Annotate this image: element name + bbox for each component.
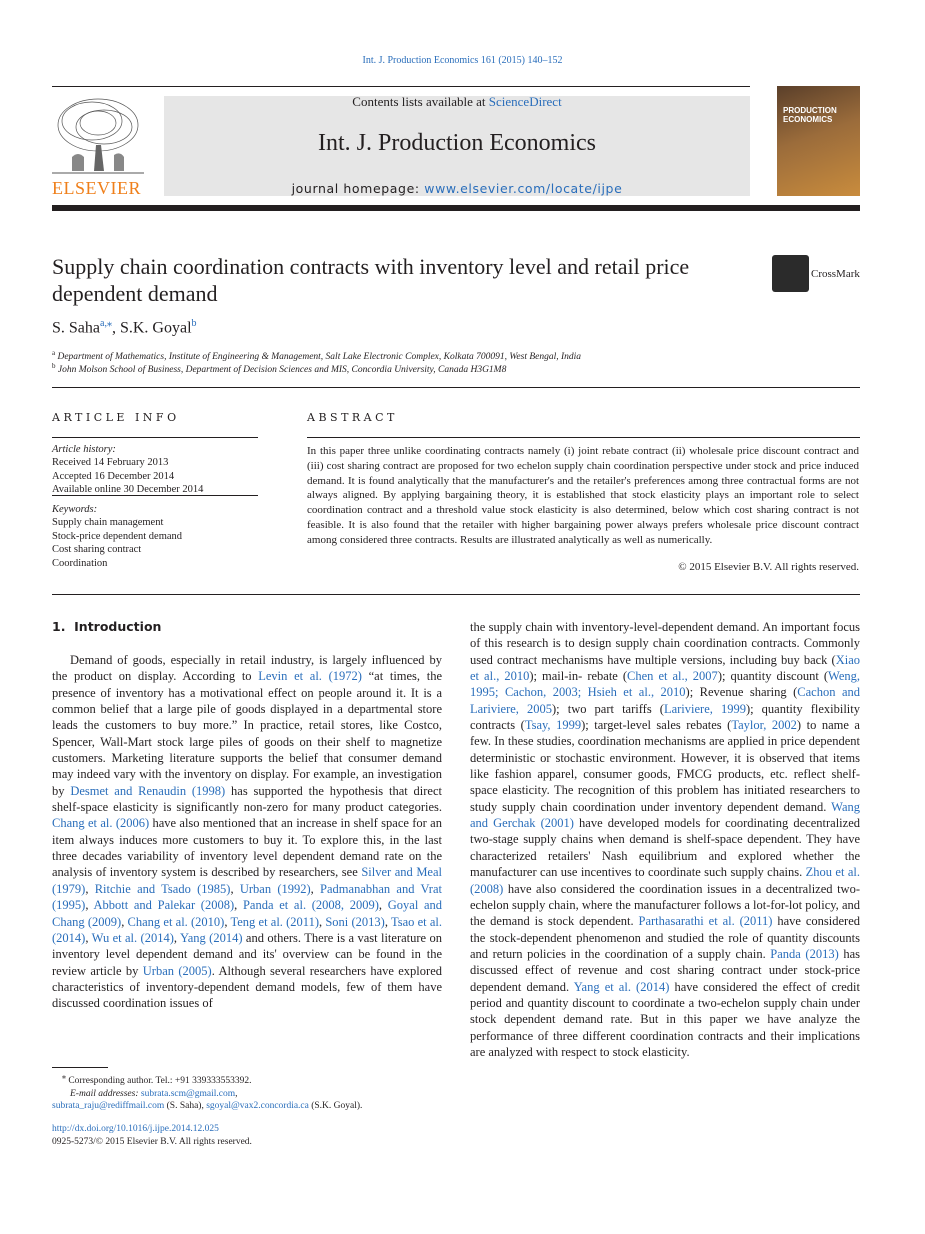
- author-affil-mark[interactable]: b: [191, 318, 197, 329]
- citation-link[interactable]: Padmanabhan and Vrat (1995): [52, 881, 442, 913]
- citation-link[interactable]: Goyal and Chang (2009): [52, 898, 443, 929]
- citation-link[interactable]: Chen et al., 2007: [627, 669, 718, 684]
- elsevier-tree-logo: [52, 95, 144, 177]
- intro-right-column: the supply chain with inventory-level-dependent demand. An important focus of this research is to design supply chain coordination contracts. Commonly used contract mechanisms have multiple versions, including buy back (Xiao et al., 2010); mail-in- rebate (Chen et al., 2007); quantity discount (Weng, 1995; Cachon, 2003; Hsieh et al., 2010); Revenue sharing (Cachon and Lariviere, 2005); two part tariffs (Lariviere, 1999); quantity flexibility contracts (Tsay, 1999); target-level sales rebates (Taylor, 2002) to name a few. In these studies, coordination mechanisms are applied in price dependent deterministic or stochastic environment. However, it is observed that items like fashion apparel, consumer goods, FMCG products, etc. reflect shelf-space elasticity. The recognition of this problem has initiated researchers to study supply chain coordination under inventory dependent demand. Wang and Gerchak (2001) have developed models for coordinating decentralized two-stage supply chains when demand is shelf-space dependent. They have characterized retailers' Nash equilibrium and explored whether the manufacturer can use incentives to coordinate such supply chains. Zhou et al. (2008) have also considered the coordination issues in a decentralized two-echelon supply chain, where the manufacturer follows a lot-for-lot policy, and the demand is stock dependent. Parthasarathi et al. (2011) have considered the stock-dependent phenomenon and studied the role of quantity discounts and return policies in the coordination of a supply chain. Panda (2013) has discussed effect of revenue and cost sharing contract under stock-price dependent demand. Yang et al. (2014) have considered the effect of credit period and quantity discount to coordinate a two-echelon supply chain under stock dependent demand rate. But in this paper we have analyze the performance of three different coordination contracts and their implications are analyzed with respect to stock elasticity.: [470, 620, 861, 1059]
- email-line: E-mail addresses: subrata.scm@gmail.com,: [70, 1088, 238, 1099]
- abstract-heading: ABSTRACT: [307, 411, 398, 424]
- keyword: Stock-price dependent demand: [52, 530, 183, 542]
- citation-link[interactable]: Yang (2014): [179, 930, 243, 945]
- author-affil-mark[interactable]: a,: [100, 318, 107, 329]
- citation-link[interactable]: Yang et al. (2014): [573, 979, 670, 994]
- citation-link[interactable]: Panda et al. (2008, 2009): [242, 898, 379, 913]
- citation-link[interactable]: Ritchie and Tsado (1985): [94, 881, 231, 896]
- citation-link[interactable]: Lariviere, 1999: [663, 701, 746, 716]
- keyword: Coordination: [52, 557, 108, 569]
- keyword: Cost sharing contract: [52, 544, 142, 556]
- intro-left-column: Demand of goods, especially in retail industry, is largely influenced by the product on display. According to Levin et al. (1972) “at times, the presence of inventory has a motivational effect on people around it. It is a common belief that a large pile of goods displayed in a departmental store leads the customers to buy more.” In practice, retail stores, like Costco, Spencer, Wall-Mart stock large piles of goods on their shelf to magnetize customers. Marketing literature supports the belief that consumer demand may indeed vary with the inventory on display. For example, an investigation by Desmet and Renaudin (1998) has supported the hypothesis that direct shelf-space elasticity is significantly non-zero for many product categories. Chang et al. (2006) have also mentioned that an increase in shelf space for an item always induces more customers to buy it. To explore this, in the last three decades variability of inventory level dependent demand rate on the analysis of inventory system is described by researchers, see Silver and Meal (1979), Ritchie and Tsado (1985), Urban (1992), Padmanabhan and Vrat (1995), Abbott and Palekar (2008), Panda et al. (2008, 2009), Goyal and Chang (2009), Chang et al. (2010), Teng et al. (2011), Soni (2013), Tsao et al. (2014), Wu et al. (2014), Yang (2014) and others. There is a vast literature on inventory level dependent demand and its' overview can be found in the review article by Urban (2005). Although several researchers have explored characteristics of inventory-dependent demand models, few of them have discussed coordination issues of: [52, 653, 443, 1011]
- abstract-rule: [307, 437, 860, 438]
- citation-link[interactable]: Parthasarathi et al. (2011): [638, 914, 773, 929]
- contents-line: Contents lists available at ScienceDirect: [352, 94, 562, 109]
- header-bottom-rule: [52, 205, 860, 211]
- citation-link[interactable]: Panda (2013): [770, 946, 839, 961]
- citation-link[interactable]: Desmet and Renaudin (1998): [70, 783, 226, 798]
- doi-link[interactable]: http://dx.doi.org/10.1016/j.ijpe.2014.12.025: [52, 1124, 219, 1134]
- author-name: S. Saha: [52, 319, 100, 337]
- email-line-2: subrata_raju@rediffmail.com (S. Saha), sgoyal@vax2.concordia.ca (S.K. Goyal).: [52, 1101, 363, 1112]
- abstract-copyright: © 2015 Elsevier B.V. All rights reserved.: [678, 561, 859, 573]
- homepage-link[interactable]: www.elsevier.com/locate/ijpe: [424, 181, 623, 196]
- citation-link[interactable]: Levin et al. (1972): [258, 669, 362, 684]
- elsevier-wordmark: ELSEVIER: [52, 178, 141, 198]
- sciencedirect-link[interactable]: ScienceDirect: [488, 94, 562, 109]
- issn-line: 0925-5273/© 2015 Elsevier B.V. All rights reserved.: [52, 1137, 252, 1147]
- citation-link[interactable]: Teng et al. (2011): [230, 914, 319, 929]
- corresponding-author-note: ⁎ Corresponding author. Tel.: +91 339333553392.: [62, 1072, 252, 1087]
- citation-link[interactable]: Chang et al. (2006): [52, 816, 150, 831]
- crossmark-badge[interactable]: [772, 255, 860, 292]
- article-title: Supply chain coordination contracts with inventory level and retail price dependent demand: [52, 254, 690, 306]
- affiliation-a: $^a$ Department of Mathematics, Institute of Engineering & Management, Salt Lake Electronic Complex, Kolkata 700091, West Bengal, India: [52, 349, 582, 363]
- author-list: [52, 318, 197, 337]
- history-label: Article history:: [52, 444, 116, 455]
- accepted-date: Accepted 16 December 2014: [52, 470, 175, 482]
- received-date: Received 14 February 2013: [52, 457, 169, 469]
- citation-link[interactable]: Zhou et al. (2008): [470, 865, 860, 896]
- intro-heading: 1. Introduction: [52, 619, 162, 634]
- citation-link[interactable]: Cachon and Lariviere, 2005: [470, 685, 861, 716]
- citation-link[interactable]: Weng, 1995; Cachon, 2003; Hsieh et al., 2010: [470, 669, 861, 700]
- abstract-bottom-rule: [52, 594, 860, 595]
- citation-link[interactable]: Tsao et al. (2014): [52, 914, 443, 945]
- email-link[interactable]: sgoyal@vax2.concordia.ca: [206, 1101, 309, 1112]
- citation-link[interactable]: Urban (1992): [239, 881, 311, 896]
- crossmark-label: CrossMark: [811, 267, 860, 280]
- citation-link[interactable]: Tsay, 1999: [524, 718, 582, 733]
- article-info-heading: ARTICLE INFO: [52, 411, 180, 424]
- citation-link[interactable]: Chang et al. (2010): [127, 914, 225, 929]
- citation-link[interactable]: Wang and Gerchak (2001): [470, 799, 860, 831]
- email-link[interactable]: subrata.scm@gmail.com: [140, 1088, 236, 1099]
- affiliation-b: $^b$ John Molson School of Business, Department of Decision Sciences and MIS, Concordia University, Canada H3G1M8: [52, 362, 507, 376]
- journal-homepage: journal homepage: www.elsevier.com/locate/ijpe: [291, 181, 623, 196]
- citation-link[interactable]: Taylor, 2002: [731, 718, 797, 733]
- journal-name: Int. J. Production Economics: [318, 130, 596, 156]
- article-history: [52, 443, 258, 497]
- citation-link[interactable]: Soni (2013): [325, 914, 385, 929]
- footnote-block: [52, 1071, 442, 1113]
- article-info-rule: [52, 437, 258, 438]
- cover-title: PRODUCTION ECONOMICS: [783, 106, 837, 124]
- history-rule: [52, 495, 258, 496]
- citation-link[interactable]: Urban (2005): [142, 963, 212, 978]
- abstract-text: In this paper three unlike coordinating contracts namely (i) joint rebate contract (ii) wholesale price discount contract and (iii) cost sharing contract are proposed for two echelon supply chain coordination perspective under stock and price induced demand. It is found analytically that the manufacturer's and the retailer's preferences among three contractual forms are not always aligned. By applying bargaining theory, it is established that stock elasticity plays an important role to select coordination contract and a threshold value stock elasticity is also determined, below which cost sharing contract is not feasible. It is also found that the retailer with higher bargaining power always prefers wholesale price discount contract among considered three contracts. Results are illustrated analytically as well as numerically.: [307, 445, 859, 546]
- keywords-block: [52, 503, 258, 570]
- keyword: Supply chain management: [52, 517, 164, 529]
- journal-citation[interactable]: Int. J. Production Economics 161 (2015) 140–152: [362, 55, 563, 66]
- citation-link[interactable]: Abbott and Palekar (2008): [93, 898, 235, 913]
- crossmark-icon: [772, 255, 809, 292]
- corresponding-mark[interactable]: ⁎: [106, 318, 112, 329]
- citation-link[interactable]: Silver and Meal (1979): [52, 865, 443, 896]
- email-link[interactable]: subrata_raju@rediffmail.com: [52, 1101, 165, 1112]
- footnote-rule: [52, 1067, 108, 1068]
- affiliation-rule: [52, 387, 860, 388]
- header-top-rule: [52, 86, 750, 87]
- journal-cover-image: [777, 86, 860, 196]
- citation-link[interactable]: Xiao et al., 2010: [470, 652, 860, 684]
- online-date: Available online 30 December 2014: [52, 484, 204, 496]
- citation-link[interactable]: Wu et al. (2014): [91, 930, 174, 945]
- keywords-label: Keywords:: [52, 504, 98, 515]
- author-name: , S.K. Goyal: [111, 319, 192, 337]
